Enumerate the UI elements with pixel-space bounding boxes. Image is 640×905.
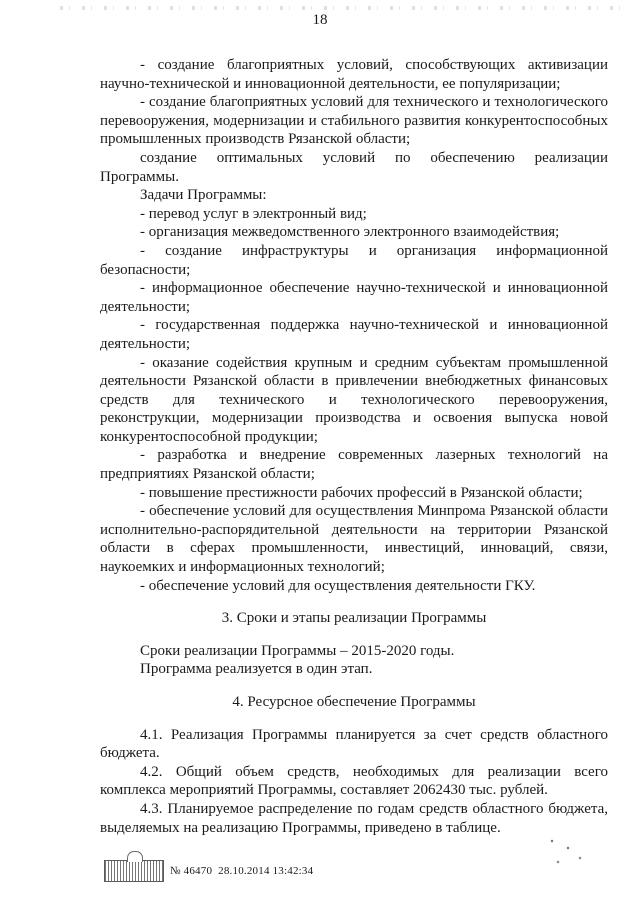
paragraph: - создание благоприятных условий, способствующих активизации научно-технической и инновационной деятельности, ее популяризации; bbox=[100, 57, 608, 92]
section-heading: 4. Ресурсное обеспечение Программы bbox=[232, 694, 476, 710]
document-footer bbox=[104, 860, 313, 882]
scan-artifact bbox=[548, 836, 588, 866]
paragraph: 4.1. Реализация Программы планируется за счет средств областного бюджета. bbox=[100, 726, 608, 762]
paragraph: - создание благоприятных условий для технического и технологического перевооружения, модернизации и стабильного развития конкурентоспособных промышленных производств Рязанской области; bbox=[100, 94, 608, 148]
document-body bbox=[100, 56, 608, 837]
paragraph: Задачи Программы: bbox=[140, 187, 267, 204]
paragraph: Программа реализуется в один этап. bbox=[140, 661, 373, 678]
section-heading: 3. Сроки и этапы реализации Программы bbox=[221, 610, 487, 627]
list-item: - создание инфраструктуры и организация информационной безопасности; bbox=[100, 242, 608, 278]
document-number: № 46470 bbox=[170, 865, 213, 877]
list-item: - информационное обеспечение научно-технической и инновационной деятельности; bbox=[100, 280, 608, 315]
timestamp: 28.10.2014 13:42:34 bbox=[218, 865, 314, 877]
building-stamp-icon bbox=[104, 860, 164, 882]
list-item: - перевод услуг в электронный вид; bbox=[140, 205, 367, 222]
list-item: - обеспечение условий для осуществления деятельности ГКУ. bbox=[140, 577, 536, 594]
scan-artifact bbox=[60, 6, 620, 10]
list-item: - обеспечение условий для осуществления Минпрома Рязанской области исполнительно-распорядительной деятельности на территории Рязанской области в сферах промышленности, инвестиций, инноваций, связи, наукоемких и информационных технологий; bbox=[100, 503, 608, 576]
paragraph: Сроки реализации Программы – 2015-2020 годы. bbox=[140, 642, 455, 659]
list-item: - разработка и внедрение современных лазерных технологий на предприятиях Рязанской области; bbox=[100, 447, 608, 483]
paragraph: 4.3. Планируемое распределение по годам средств областного бюджета, выделяемых на реализацию Программы, приведено в таблице. bbox=[100, 800, 608, 836]
page-number: 18 bbox=[312, 12, 328, 28]
list-item: - оказание содействия крупным и средним субъектам промышленной деятельности Рязанской области в привлечении внебюджетных финансовых средств для технического и технологического перевооружения, реконструкции, модернизации производства и освоения выпуска новой конкурентоспособной продукции; bbox=[100, 354, 608, 445]
paragraph: 4.2. Общий объем средств, необходимых для реализации всего комплекса мероприятий Программы, составляет 2062430 тыс. рублей. bbox=[100, 763, 608, 799]
paragraph: создание оптимальных условий по обеспечению реализации Программы. bbox=[100, 149, 608, 185]
list-item: - организация межведомственного электронного взаимодействия; bbox=[140, 224, 560, 241]
list-item: - повышение престижности рабочих профессий в Рязанской области; bbox=[140, 484, 583, 501]
list-item: - государственная поддержка научно-технической и инновационной деятельности; bbox=[100, 317, 608, 352]
